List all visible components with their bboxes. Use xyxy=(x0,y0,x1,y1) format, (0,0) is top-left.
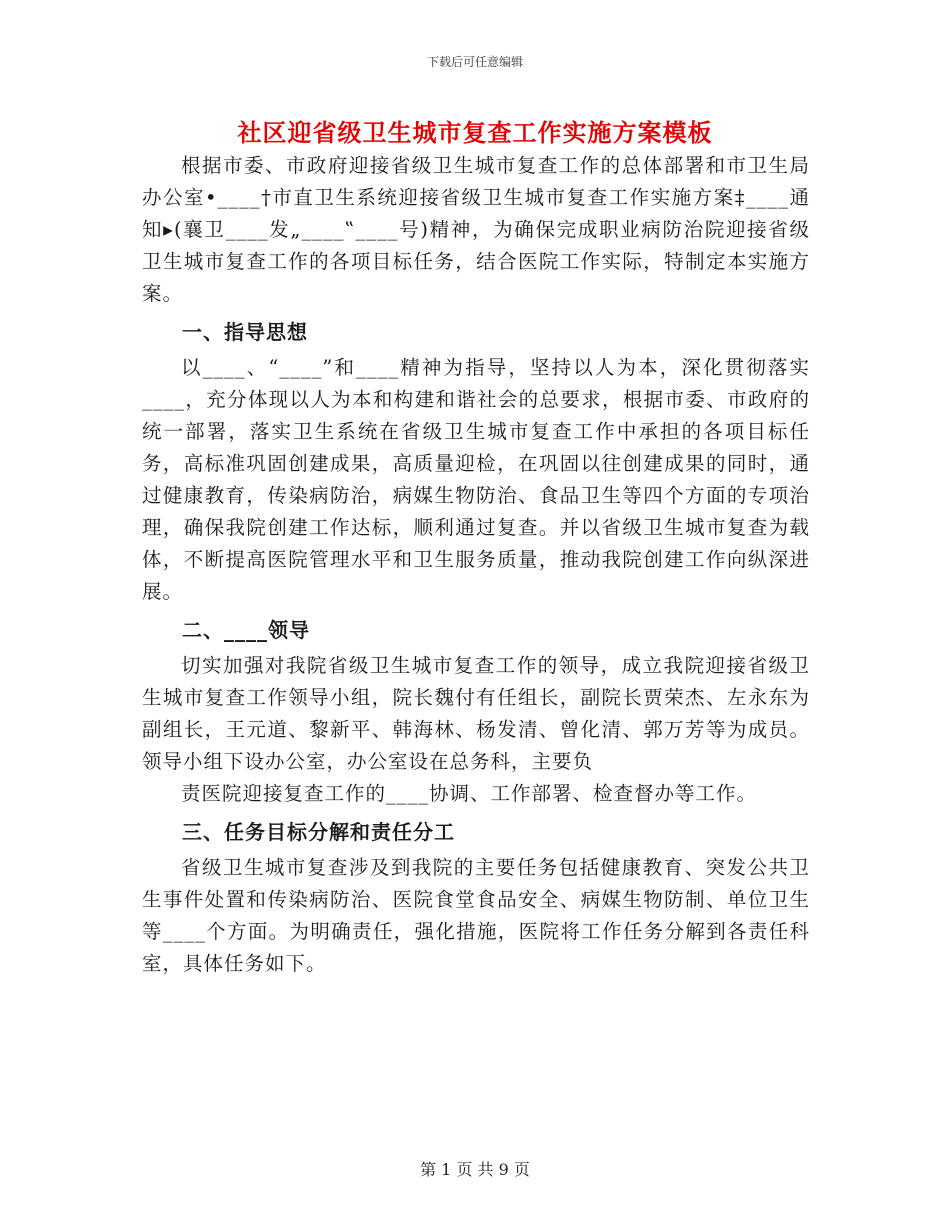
section-2-heading: 二、____领导 xyxy=(182,618,310,642)
page-footer: 第 1 页 共 9 页 xyxy=(420,1160,530,1179)
section-2-paragraph: 切实加强对我院省级卫生城市复查工作的领导，成立我院迎接省级卫生城市复查工作领导小组，院长魏付有任组长，副院长贾荣杰、左永东为副组长，王元道、黎新平、韩海林、杨发清、曾化清、郭万芳等为成员。领导小组下设办公室，办公室设在总务科，主要负 xyxy=(142,654,810,773)
section-2-paragraph-continued: 责医院迎接复查工作的____协调、工作部署、检查督办等工作。 xyxy=(181,782,758,805)
section-1-heading: 一、指导思想 xyxy=(182,320,308,344)
section-1-paragraph: 以____、“____”和____精神为指导，坚持以人为本，深化贯彻落实____，充分体现以人为本和构建和谐社会的总要求，根据市委、市政府的统一部署，落实卫生系统在省级卫生城市复查工作中承担的各项目标任务，高标准巩固创建成果，高质量迎检，在巩固以往创建成果的同时，通过健康教育，传染病防治，病媒生物防治、食品卫生等四个方面的专项治理，确保我院创建工作达标，顺利通过复查。并以省级卫生城市复查为载体，不断提高医院管理水平和卫生服务质量，推动我院创建工作向纵深进展。 xyxy=(142,356,810,603)
section-3-heading: 三、任务目标分解和责任分工 xyxy=(182,820,455,844)
document-body xyxy=(142,150,810,980)
intro-paragraph: 根据市委、市政府迎接省级卫生城市复查工作的总体部署和市卫生局办公室•____†市直卫生系统迎接省级卫生城市复查工作实施方案‡____通知▸(襄卫____发„____‟____号)精神，为确保完成职业病防治院迎接省级卫生城市复查工作的各项目标任务，结合医院工作实际，特制定本实施方案。 xyxy=(142,154,810,305)
section-3-paragraph: 省级卫生城市复查涉及到我院的主要任务包括健康教育、突发公共卫生事件处置和传染病防治、医院食堂食品安全、病媒生物防制、单位卫生等____个方面。为明确责任，强化措施，医院将工作任务分解到各责任科室，具体任务如下。 xyxy=(142,856,810,975)
document-title: 社区迎省级卫生城市复查工作实施方案模板 xyxy=(237,118,713,147)
header-note: 下载后可任意编辑 xyxy=(426,55,523,69)
